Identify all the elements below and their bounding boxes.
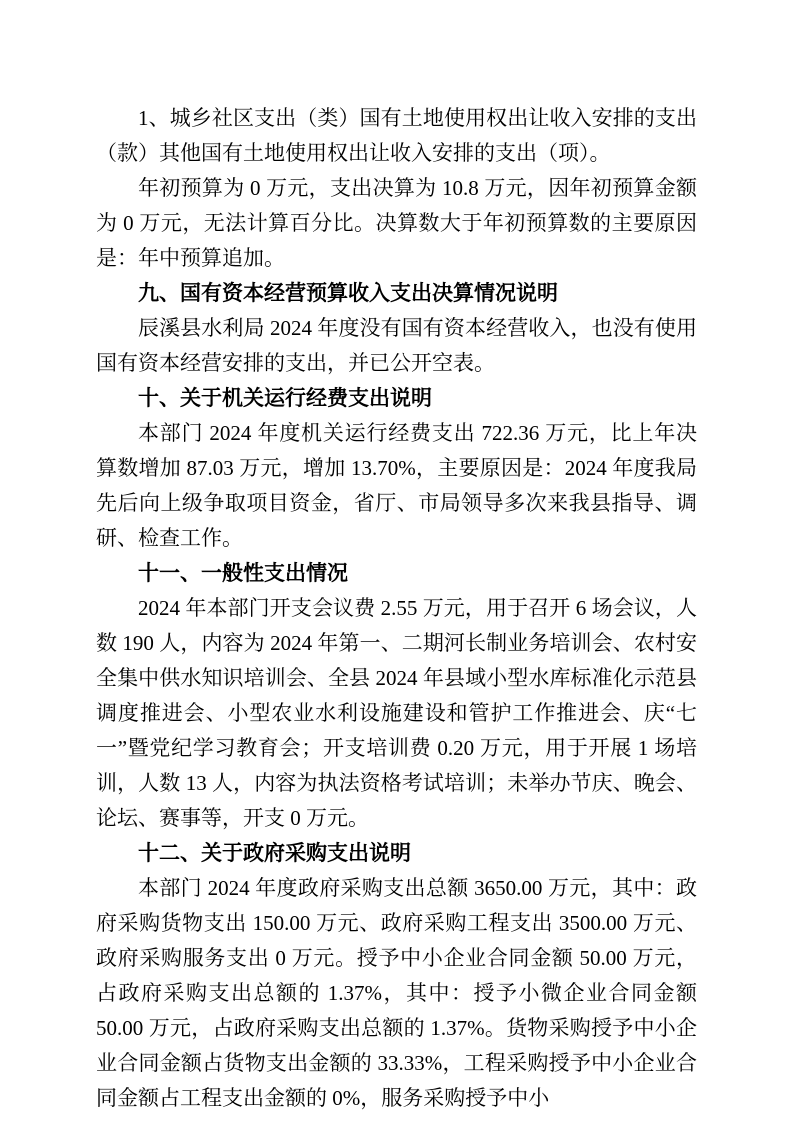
body-paragraph: 本部门 2024 年度政府采购支出总额 3650.00 万元，其中：政府采购货物支出 150.00 万元、政府采购工程支出 3500.00 万元、政府采购服务支出 0 万元。授予中小企业合同金额 50.00 万元，占政府采购支出总额的 1.37%，其中：授予小微企业合同金额 50.00 万元，占政府采购支出总额的 1.37%。货物采购授予中小企业合同金额占货物支出金额的 33.33%，工程采购授予中小企业合同金额占工程支出金额的 0%，服务采购授予中小 <box>96 876 697 1110</box>
document-body <box>96 101 697 1116</box>
section-heading: 十一、一般性支出情况 <box>138 562 348 585</box>
section-heading: 九、国有资本经营预算收入支出决算情况说明 <box>138 282 558 305</box>
section-heading: 十、关于机关运行经费支出说明 <box>138 387 432 410</box>
body-paragraph: 辰溪县水利局 2024 年度没有国有资本经营收入，也没有使用国有资本经营安排的支出，并已公开空表。 <box>96 316 697 375</box>
body-paragraph: 本部门 2024 年度机关运行经费支出 722.36 万元，比上年决算数增加 87.03 万元，增加 13.70%，主要原因是：2024 年度我局先后向上级争取项目资金，省厅、市局领导多次来我县指导、调研、检查工作。 <box>96 421 697 550</box>
body-paragraph: 年初预算为 0 万元，支出决算为 10.8 万元，因年初预算金额为 0 万元，无法计算百分比。决算数大于年初预算数的主要原因是：年中预算追加。 <box>96 176 697 270</box>
body-paragraph: 1、城乡社区支出（类）国有土地使用权出让收入安排的支出（款）其他国有土地使用权出让收入安排的支出（项）。 <box>96 106 697 165</box>
section-heading: 十二、关于政府采购支出说明 <box>138 842 411 865</box>
body-paragraph: 2024 年本部门开支会议费 2.55 万元，用于召开 6 场会议，人数 190 人，内容为 2024 年第一、二期河长制业务培训会、农村安全集中供水知识培训会、全县 2024 年县域小型水库标准化示范县调度推进会、小型农业水利设施建设和管护工作推进会、庆“七一”暨党纪学习教育会；开支培训费 0.20 万元，用于开展 1 场培训，人数 13 人，内容为执法资格考试培训；未举办节庆、晚会、论坛、赛事等，开支 0 万元。 <box>96 596 697 830</box>
